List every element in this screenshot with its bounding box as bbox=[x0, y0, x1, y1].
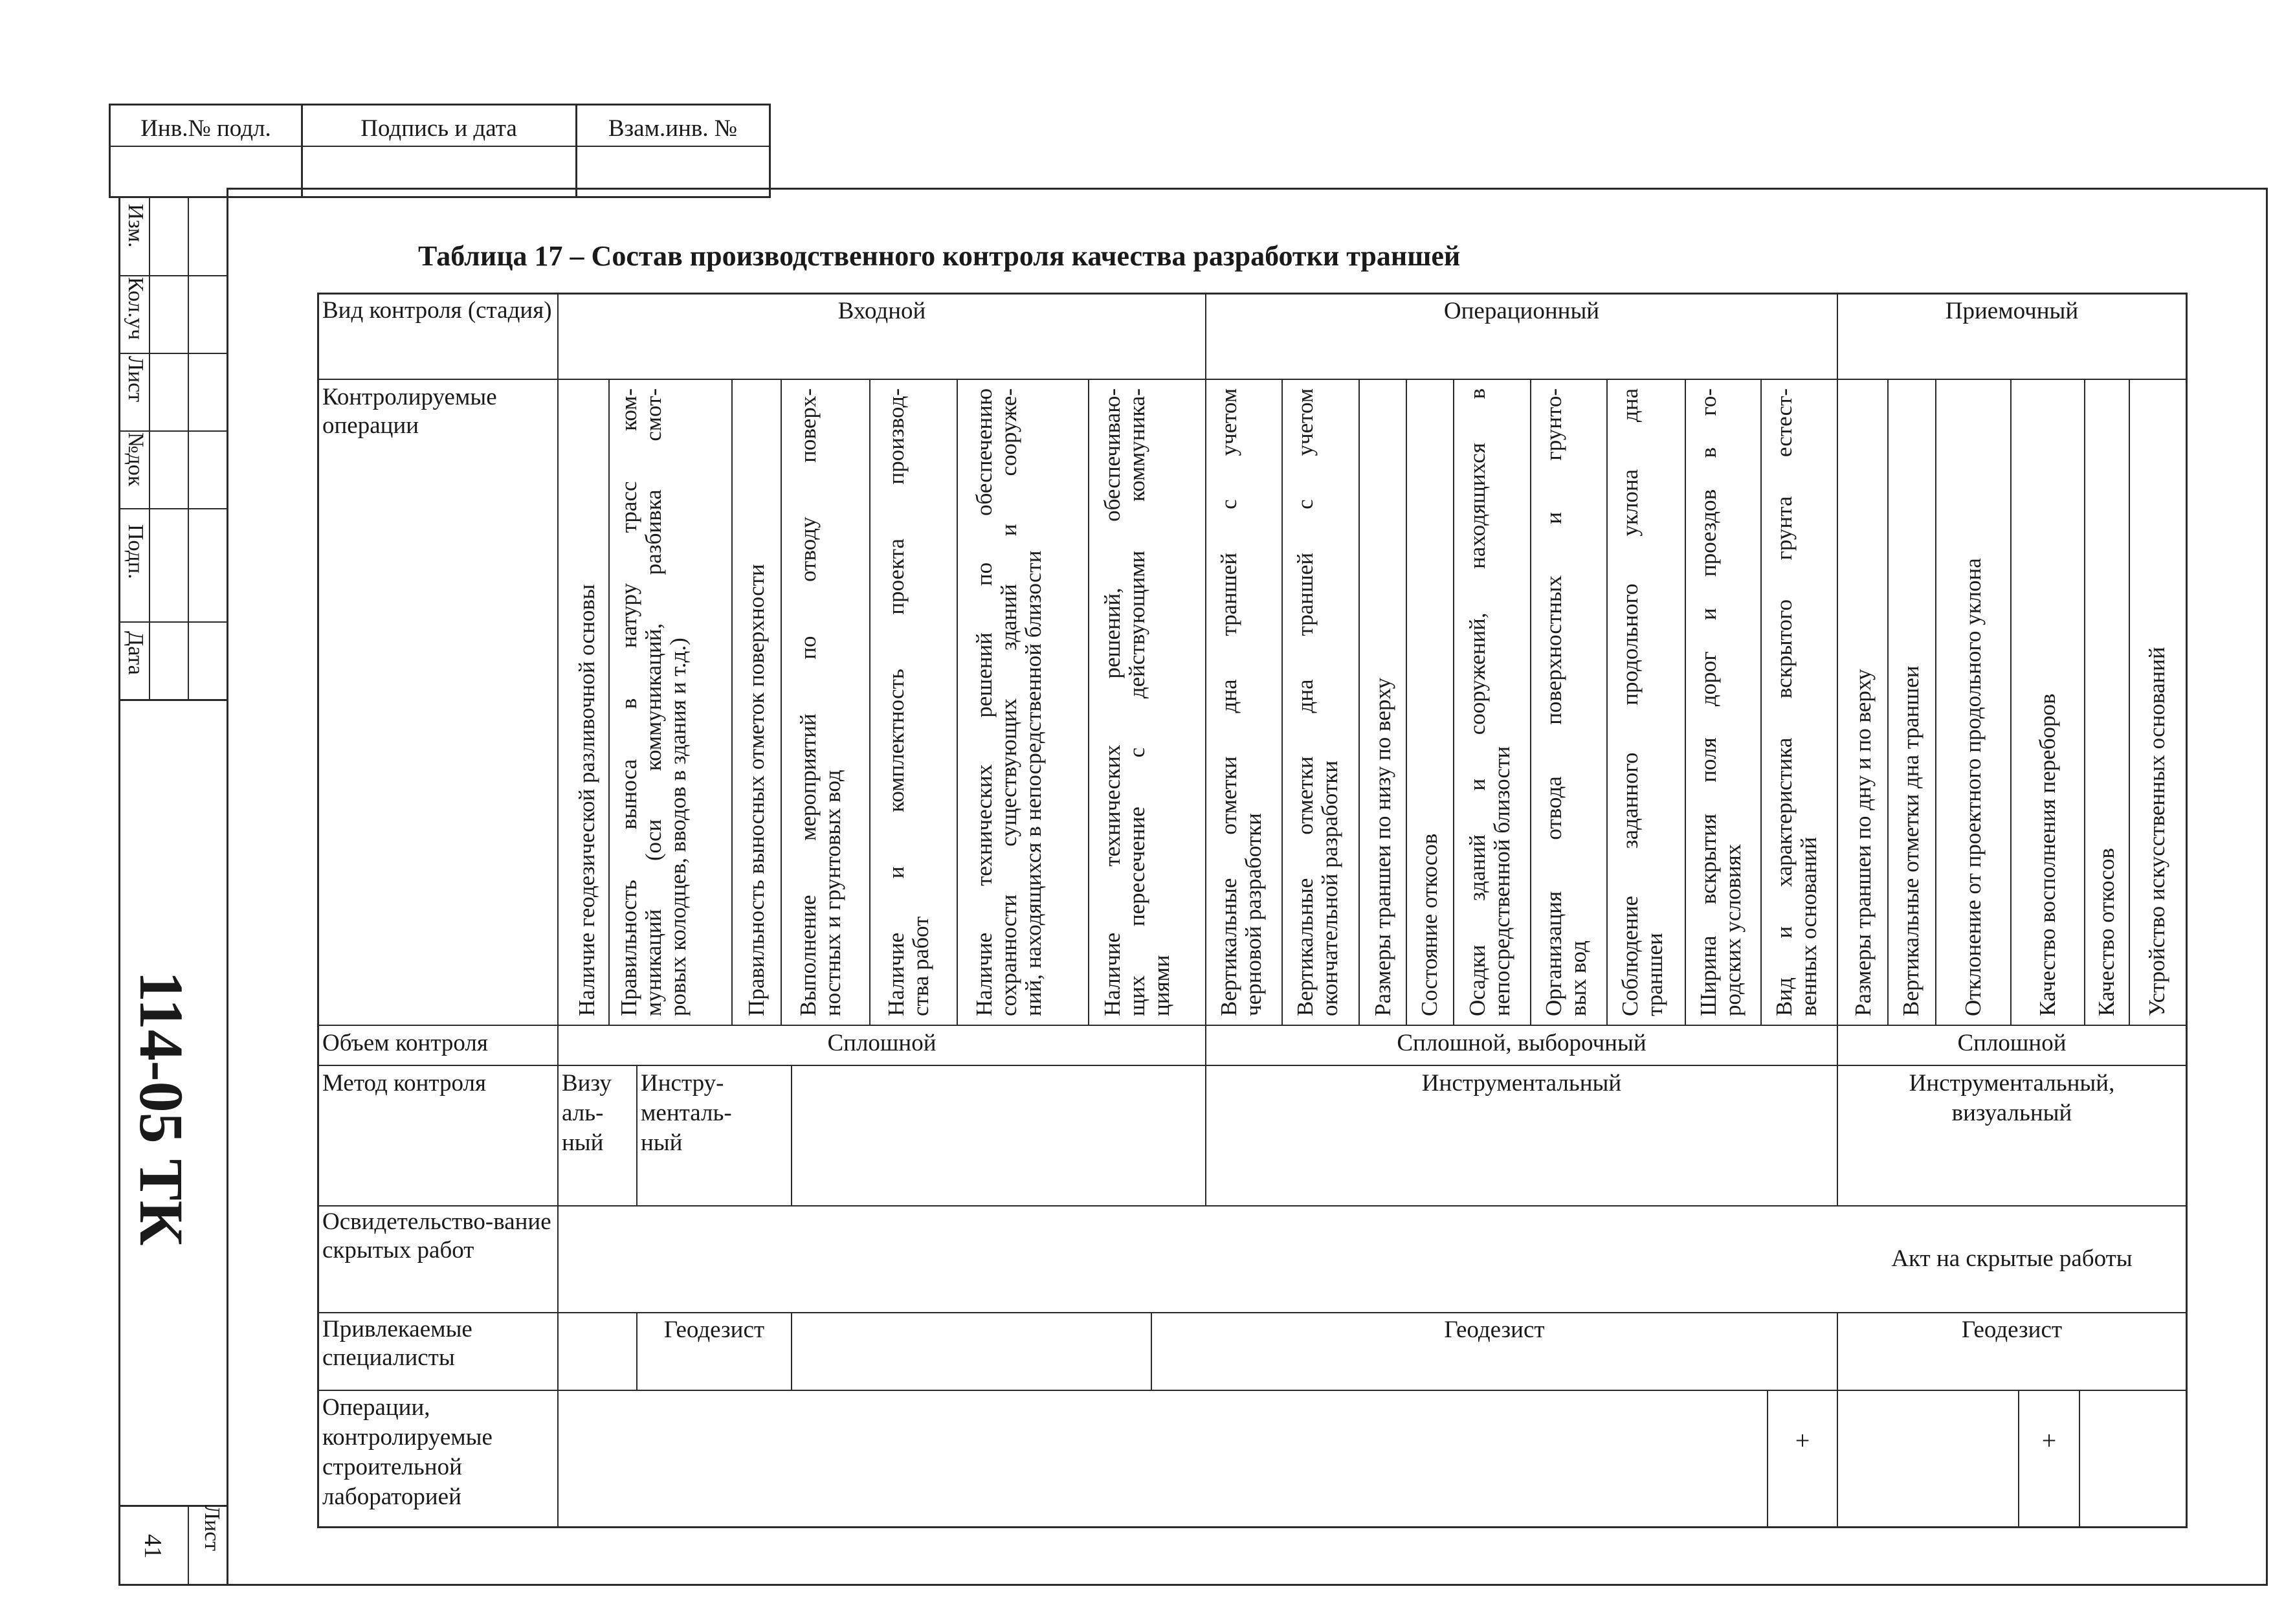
label-specialists: Привлекаемые специалисты bbox=[322, 1316, 472, 1371]
stamp-vzam-inv: Взам.инв. № bbox=[608, 115, 738, 142]
op-line: Вертикальные отметки дна траншеи bbox=[1898, 665, 1924, 1016]
op-line: ний, находящихся в непосредственной близости bbox=[1021, 550, 1046, 1016]
volume-operational: Сплошной, выборочный bbox=[1397, 1030, 1646, 1056]
op-line: ностных и грунтовых вод bbox=[820, 770, 845, 1016]
op-line: Устройство искусственных оснований bbox=[2144, 647, 2169, 1016]
op-cell bbox=[972, 388, 1046, 1016]
op-line: Правильность выноса в натуру трасс ком- bbox=[616, 388, 641, 1016]
side-podp: Подп. bbox=[124, 524, 148, 579]
op-line: венных оснований bbox=[1796, 836, 1821, 1016]
op-line: черновой разработки bbox=[1241, 813, 1266, 1016]
label-certification: Освидетельство-вание скрытых работ bbox=[322, 1208, 551, 1263]
op-line: Состояние откосов bbox=[1417, 833, 1442, 1016]
op-line: Наличие технических решений, обеспечиваю- bbox=[1100, 388, 1125, 1016]
op-line: муникаций (оси коммуникаций, разбивка смот- bbox=[641, 388, 666, 1016]
method-acceptance-line: визуальный bbox=[1951, 1100, 2072, 1126]
op-line: родских условиях bbox=[1720, 843, 1746, 1016]
op-cell bbox=[1542, 388, 1591, 1016]
method-instr-line: ный bbox=[641, 1129, 683, 1156]
method-acceptance-line: Инструментальный, bbox=[1909, 1070, 2115, 1096]
specialist-operational: Геодезист bbox=[1444, 1317, 1545, 1343]
op-cell bbox=[796, 388, 845, 1016]
label-operations: Контролируемые операции bbox=[322, 384, 497, 439]
label-volume: Объем контроля bbox=[322, 1030, 488, 1056]
specialist-input: Геодезист bbox=[663, 1317, 765, 1343]
op-line: Осадки зданий и сооружений, находящихся в bbox=[1465, 388, 1490, 1016]
op-cell bbox=[1772, 388, 1821, 1016]
op-cell bbox=[575, 388, 599, 1016]
op-line: Размеры траншеи по низу по верху bbox=[1370, 677, 1395, 1016]
method-visual-line: Визу bbox=[562, 1070, 612, 1096]
op-line: Наличие технических решений по обеспечению bbox=[971, 388, 997, 1016]
op-cell bbox=[2035, 388, 2060, 1016]
op-cell bbox=[2145, 388, 2169, 1016]
op-cell bbox=[1696, 388, 1746, 1016]
op-line: непосредственной близости bbox=[1489, 746, 1514, 1016]
certification-value: Акт на скрытые работы bbox=[1891, 1245, 2133, 1272]
op-line: Качество откосов bbox=[2094, 848, 2119, 1016]
op-line: Наличие геодезической разливочной основы bbox=[574, 584, 599, 1016]
op-line: Соблюдение заданного продольного уклона дна bbox=[1617, 388, 1643, 1016]
volume-input: Сплошной bbox=[827, 1030, 937, 1056]
doc-code: 114-05 ТК bbox=[127, 971, 196, 1246]
op-cell bbox=[1618, 388, 1667, 1016]
lab-mark: + bbox=[2041, 1426, 2057, 1455]
method-instr-short bbox=[641, 1069, 732, 1158]
method-visual bbox=[562, 1069, 612, 1158]
op-cell bbox=[1217, 388, 1266, 1016]
op-line: Ширина вскрытия поля дорог и проездов в го- bbox=[1696, 388, 1721, 1016]
op-line: Наличие и комплектность проекта производ- bbox=[883, 388, 909, 1016]
op-line: щих пересечение с действующими коммуника- bbox=[1124, 388, 1149, 1016]
op-line: вых вод bbox=[1566, 940, 1591, 1016]
op-cell bbox=[617, 388, 691, 1016]
op-line: Качество восполнения переборов bbox=[2035, 693, 2060, 1016]
op-cell bbox=[2094, 388, 2119, 1016]
op-line: траншеи bbox=[1642, 933, 1667, 1016]
specialist-acceptance: Геодезист bbox=[1961, 1317, 2063, 1343]
op-cell bbox=[1417, 388, 1442, 1016]
side-data: Дата bbox=[124, 631, 148, 675]
side-kol-uch: Кол.уч bbox=[124, 277, 148, 340]
op-line: Размеры траншеи по дну и по верху bbox=[1850, 669, 1876, 1016]
op-cell bbox=[744, 388, 769, 1016]
stage-acceptance: Приемочный bbox=[1945, 298, 2079, 324]
op-line: ства работ bbox=[908, 916, 933, 1016]
op-cell bbox=[1961, 388, 1986, 1016]
op-line: сохранности существующих зданий и сооруже- bbox=[996, 388, 1021, 1016]
op-line: Организация отвода поверхностных и грунто- bbox=[1541, 388, 1566, 1016]
lab-mark: + bbox=[1795, 1426, 1810, 1455]
method-acceptance bbox=[1838, 1069, 2186, 1128]
op-line: Правильность выносных отметок поверхности bbox=[744, 564, 769, 1016]
op-line: Вертикальные отметки дна траншей с учетом bbox=[1216, 388, 1241, 1016]
op-line: Отклонение от проектного продольного уклона bbox=[1960, 558, 1986, 1016]
side-izm: Изм. bbox=[124, 204, 148, 248]
stamp-podpis-data: Подпись и дата bbox=[360, 115, 517, 142]
stamp-inv-podl: Инв.№ подл. bbox=[140, 115, 271, 142]
op-line: ровых колодцев, вводов в здания и т.д.) bbox=[665, 638, 691, 1016]
op-cell bbox=[884, 388, 933, 1016]
op-line: Вид и характеристика вскрытого грунта естест- bbox=[1771, 388, 1797, 1016]
method-visual-line: ный bbox=[562, 1129, 604, 1156]
op-cell bbox=[1465, 388, 1514, 1016]
op-line: Выполнение мероприятий по отводу поверх- bbox=[795, 388, 821, 1016]
op-line: окончательной разработки bbox=[1317, 761, 1342, 1016]
method-instr-line: Инстру- bbox=[641, 1070, 724, 1096]
table-title: Таблица 17 – Состав производственного контроля качества разработки траншей bbox=[418, 240, 1461, 272]
list-label: Лист bbox=[200, 1505, 224, 1552]
op-line: циями bbox=[1149, 955, 1174, 1016]
method-instr-line: менталь- bbox=[641, 1100, 732, 1126]
volume-acceptance: Сплошной bbox=[1957, 1030, 2067, 1056]
page-number: 41 bbox=[139, 1534, 166, 1559]
op-cell bbox=[1371, 388, 1395, 1016]
method-operational: Инструментальный bbox=[1421, 1070, 1622, 1096]
label-stage: Вид контроля (стадия) bbox=[322, 297, 552, 324]
op-cell bbox=[1899, 388, 1924, 1016]
op-cell bbox=[1100, 388, 1174, 1016]
op-cell bbox=[1851, 388, 1876, 1016]
method-visual-line: аль- bbox=[562, 1100, 604, 1126]
op-cell bbox=[1293, 388, 1342, 1016]
label-method: Метод контроля bbox=[322, 1070, 487, 1096]
side-list: Лист bbox=[124, 356, 148, 403]
stage-input: Входной bbox=[837, 298, 926, 324]
stage-operational: Операционный bbox=[1443, 298, 1600, 324]
side-ndok: №док bbox=[124, 432, 148, 487]
op-line: Вертикальные отметки дна траншей с учетом bbox=[1292, 388, 1318, 1016]
label-lab: Операции, контролируемые строительной лабораторией bbox=[322, 1394, 493, 1510]
